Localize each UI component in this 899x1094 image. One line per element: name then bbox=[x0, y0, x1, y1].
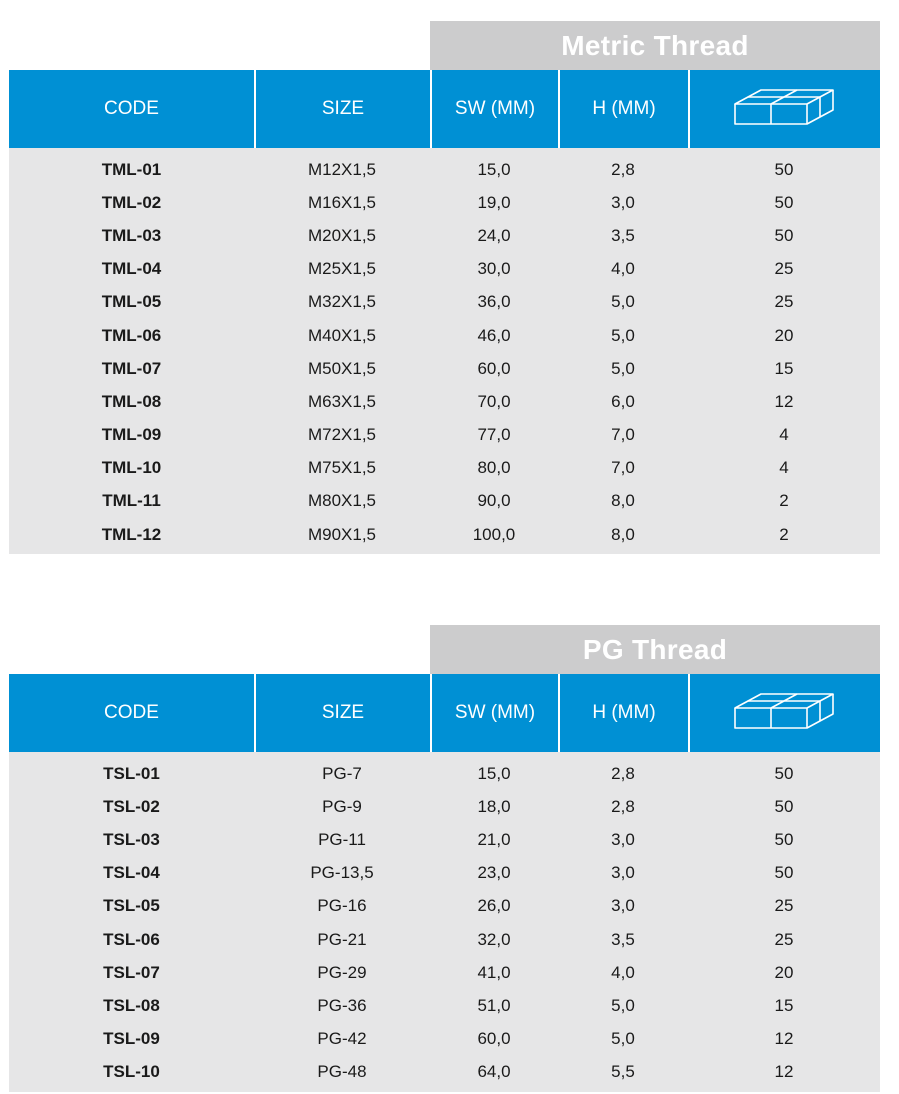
table-header bbox=[9, 674, 880, 752]
cell-h: 3,0 bbox=[611, 192, 635, 212]
cell-qty: 25 bbox=[774, 292, 794, 312]
cell-code: TML-12 bbox=[101, 524, 162, 544]
header-code: CODE bbox=[104, 702, 159, 723]
table-row bbox=[9, 452, 880, 485]
cell-sw: 60,0 bbox=[477, 358, 511, 378]
cell-qty: 12 bbox=[774, 391, 794, 411]
cell-code: TML-04 bbox=[101, 259, 162, 279]
cell-code: TML-07 bbox=[101, 358, 162, 378]
cell-size: PG-36 bbox=[317, 995, 367, 1015]
cell-size: M32X1,5 bbox=[307, 292, 377, 312]
cell-h: 3,0 bbox=[611, 829, 635, 849]
cell-sw: 46,0 bbox=[477, 325, 511, 345]
header-code: CODE bbox=[104, 98, 159, 119]
cell-qty: 50 bbox=[774, 159, 794, 179]
table-row bbox=[9, 890, 880, 923]
table-row bbox=[9, 485, 880, 518]
cell-h: 7,0 bbox=[611, 425, 635, 445]
cell-qty: 20 bbox=[774, 325, 794, 345]
cell-qty: 15 bbox=[774, 358, 794, 378]
header-size: SIZE bbox=[254, 70, 430, 148]
cell-code: TSL-04 bbox=[103, 863, 160, 883]
table-row bbox=[9, 1023, 880, 1056]
table-row bbox=[9, 823, 880, 856]
cell-sw: 15,0 bbox=[477, 159, 511, 179]
cell-code: TML-02 bbox=[101, 192, 162, 212]
table-title: Metric Thread bbox=[430, 21, 880, 70]
cell-h: 5,0 bbox=[611, 1029, 635, 1049]
cell-code: TML-03 bbox=[101, 225, 162, 245]
cell-qty: 50 bbox=[774, 796, 794, 816]
cell-qty: 4 bbox=[779, 425, 789, 445]
cell-sw: 77,0 bbox=[477, 425, 511, 445]
table-row bbox=[9, 319, 880, 352]
table-row bbox=[9, 518, 880, 551]
header-sw: SW (MM) bbox=[430, 70, 558, 148]
cell-code: TSL-01 bbox=[103, 763, 160, 783]
table-row bbox=[9, 286, 880, 319]
cell-h: 3,5 bbox=[611, 929, 635, 949]
cell-size: M75X1,5 bbox=[307, 458, 377, 478]
table-row bbox=[9, 923, 880, 956]
cell-code: TSL-09 bbox=[103, 1029, 160, 1049]
cell-size: PG-21 bbox=[317, 929, 367, 949]
box-pack-icon bbox=[688, 70, 880, 148]
cell-h: 2,8 bbox=[611, 159, 635, 179]
cell-qty: 50 bbox=[774, 225, 794, 245]
header-h: H (MM) bbox=[558, 674, 688, 752]
cell-h: 2,8 bbox=[611, 796, 635, 816]
cell-sw: 80,0 bbox=[477, 458, 511, 478]
table-row bbox=[9, 790, 880, 823]
cell-size: M90X1,5 bbox=[307, 524, 377, 544]
header-h: H (MM) bbox=[558, 70, 688, 148]
caption-row bbox=[9, 625, 880, 674]
cell-qty: 12 bbox=[774, 1062, 794, 1082]
cell-qty: 15 bbox=[774, 995, 794, 1015]
table-row bbox=[9, 956, 880, 989]
cell-code: TSL-07 bbox=[103, 962, 160, 982]
cell-size: M80X1,5 bbox=[307, 491, 377, 511]
table-body bbox=[9, 752, 880, 1092]
cell-h: 5,0 bbox=[611, 358, 635, 378]
metric-thread-table bbox=[9, 21, 880, 554]
table-row bbox=[9, 219, 880, 252]
table-title: PG Thread bbox=[430, 625, 880, 674]
cell-qty: 12 bbox=[774, 1029, 794, 1049]
cell-sw: 19,0 bbox=[477, 192, 511, 212]
cell-sw: 30,0 bbox=[477, 259, 511, 279]
cell-code: TML-10 bbox=[101, 458, 162, 478]
cell-code: TML-05 bbox=[101, 292, 162, 312]
cell-qty: 50 bbox=[774, 863, 794, 883]
table-row bbox=[9, 1056, 880, 1089]
table-row bbox=[9, 419, 880, 452]
cell-h: 5,0 bbox=[611, 995, 635, 1015]
cell-code: TSL-08 bbox=[103, 995, 160, 1015]
cell-size: M12X1,5 bbox=[307, 159, 377, 179]
cell-sw: 100,0 bbox=[472, 524, 516, 544]
cell-size: M63X1,5 bbox=[307, 391, 377, 411]
cell-size: PG-11 bbox=[318, 829, 366, 849]
table-row bbox=[9, 857, 880, 890]
cell-size: PG-16 bbox=[317, 896, 367, 916]
cell-sw: 32,0 bbox=[477, 929, 511, 949]
cell-size: PG-13,5 bbox=[310, 863, 374, 883]
cell-sw: 70,0 bbox=[477, 391, 511, 411]
cell-sw: 60,0 bbox=[477, 1029, 511, 1049]
cell-h: 4,0 bbox=[611, 962, 635, 982]
cell-qty: 4 bbox=[779, 458, 789, 478]
table-row bbox=[9, 385, 880, 418]
table-header bbox=[9, 70, 880, 148]
cell-code: TML-11 bbox=[102, 491, 161, 511]
cell-size: M50X1,5 bbox=[307, 358, 377, 378]
table-row bbox=[9, 352, 880, 385]
cell-sw: 51,0 bbox=[477, 995, 511, 1015]
cell-sw: 21,0 bbox=[477, 829, 511, 849]
cell-size: M20X1,5 bbox=[307, 225, 377, 245]
cell-sw: 26,0 bbox=[477, 896, 511, 916]
cell-qty: 2 bbox=[779, 491, 789, 511]
cell-h: 8,0 bbox=[611, 491, 635, 511]
cell-size: PG-48 bbox=[317, 1062, 367, 1082]
table-row bbox=[9, 186, 880, 219]
cell-qty: 25 bbox=[774, 259, 794, 279]
cell-code: TML-08 bbox=[101, 391, 162, 411]
table-row bbox=[9, 757, 880, 790]
cell-sw: 24,0 bbox=[477, 225, 511, 245]
cell-sw: 15,0 bbox=[477, 763, 511, 783]
cell-size: PG-29 bbox=[317, 962, 367, 982]
cell-h: 3,0 bbox=[611, 896, 635, 916]
cell-sw: 18,0 bbox=[477, 796, 511, 816]
cell-code: TSL-10 bbox=[103, 1062, 160, 1082]
cell-code: TSL-02 bbox=[103, 796, 160, 816]
cell-h: 4,0 bbox=[611, 259, 635, 279]
cell-code: TML-06 bbox=[101, 325, 162, 345]
table-row bbox=[9, 253, 880, 286]
cell-h: 2,8 bbox=[611, 763, 635, 783]
cell-h: 3,0 bbox=[611, 863, 635, 883]
cell-qty: 20 bbox=[774, 962, 794, 982]
cell-h: 6,0 bbox=[611, 391, 635, 411]
cell-sw: 90,0 bbox=[477, 491, 511, 511]
cell-size: PG-9 bbox=[322, 796, 362, 816]
cell-code: TML-09 bbox=[101, 425, 162, 445]
cell-code: TML-01 bbox=[101, 159, 162, 179]
cell-size: M40X1,5 bbox=[307, 325, 377, 345]
cell-h: 8,0 bbox=[611, 524, 635, 544]
cell-code: TSL-06 bbox=[103, 929, 160, 949]
table-body bbox=[9, 148, 880, 554]
cell-h: 5,5 bbox=[611, 1062, 635, 1082]
cell-code: TSL-05 bbox=[103, 896, 160, 916]
cell-sw: 41,0 bbox=[477, 962, 511, 982]
cell-size: M25X1,5 bbox=[307, 259, 377, 279]
cell-qty: 2 bbox=[779, 524, 789, 544]
cell-qty: 50 bbox=[774, 829, 794, 849]
cell-h: 3,5 bbox=[611, 225, 635, 245]
header-sw: SW (MM) bbox=[430, 674, 558, 752]
cell-qty: 50 bbox=[774, 192, 794, 212]
cell-code: TSL-03 bbox=[103, 829, 160, 849]
table-row bbox=[9, 153, 880, 186]
pg-thread-table bbox=[9, 625, 880, 1092]
cell-sw: 64,0 bbox=[477, 1062, 511, 1082]
cell-sw: 23,0 bbox=[477, 863, 511, 883]
header-size: SIZE bbox=[254, 674, 430, 752]
cell-size: PG-42 bbox=[317, 1029, 367, 1049]
cell-qty: 25 bbox=[774, 929, 794, 949]
table-row bbox=[9, 989, 880, 1022]
cell-size: M16X1,5 bbox=[307, 192, 377, 212]
cell-h: 5,0 bbox=[611, 325, 635, 345]
cell-qty: 50 bbox=[774, 763, 794, 783]
cell-h: 5,0 bbox=[611, 292, 635, 312]
cell-size: PG-7 bbox=[322, 763, 362, 783]
box-pack-icon bbox=[688, 674, 880, 752]
cell-size: M72X1,5 bbox=[307, 425, 377, 445]
cell-sw: 36,0 bbox=[477, 292, 511, 312]
caption-row bbox=[9, 21, 880, 70]
cell-qty: 25 bbox=[774, 896, 794, 916]
cell-h: 7,0 bbox=[611, 458, 635, 478]
